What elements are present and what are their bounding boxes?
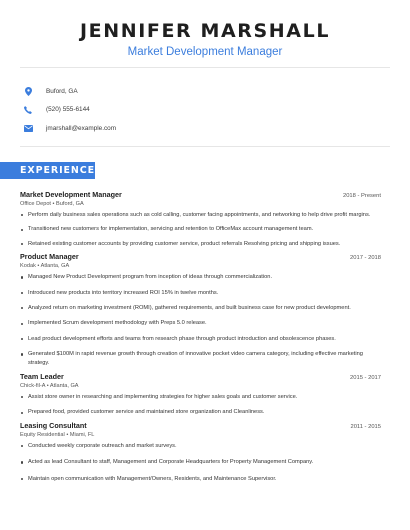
header-divider bbox=[20, 67, 390, 68]
contact-divider bbox=[20, 146, 390, 147]
job-company: Equity Residential • Miami, FL bbox=[20, 431, 95, 438]
contact-email bbox=[20, 119, 116, 138]
job-bullet: Assist store owner in researching and implementing strategies for higher sales goals and customer service. bbox=[20, 393, 381, 401]
job-entry bbox=[20, 252, 381, 367]
mail-icon bbox=[23, 123, 33, 133]
job-role: Team Leader bbox=[20, 372, 64, 382]
job-bullet: Acted as lead Consultant to staff, Management and Corporate Headquarters for Property Management Company. bbox=[20, 458, 381, 466]
job-header bbox=[20, 372, 381, 381]
job-bullet: Managed New Product Development program from inception of ideas through commercialization. bbox=[20, 273, 381, 281]
job-entry bbox=[20, 190, 381, 248]
phone-icon bbox=[23, 105, 33, 115]
job-bullet: Generated $100M in rapid revenue growth through creation of innovative pocket video camera category, including effective marketing strategy. bbox=[20, 350, 381, 367]
job-bullets bbox=[20, 442, 381, 483]
job-bullet: Analyzed return on marketing investment (ROMI), gathered requirements, and built business case for new product development. bbox=[20, 304, 381, 312]
job-company: Office Depot • Buford, GA bbox=[20, 201, 84, 207]
job-bullet: Introduced new products into territory increased ROI 15% in twelve months. bbox=[20, 289, 381, 297]
job-bullets bbox=[20, 211, 381, 248]
job-entry bbox=[20, 421, 381, 483]
job-bullets bbox=[20, 273, 381, 367]
contact-location-text: Buford, GA bbox=[46, 87, 78, 95]
job-dates: 2011 - 2015 bbox=[350, 423, 381, 430]
contact-list bbox=[20, 82, 116, 138]
job-header bbox=[20, 421, 381, 430]
job-role: Market Development Manager bbox=[20, 190, 122, 199]
job-dates: 2015 - 2017 bbox=[350, 375, 381, 382]
contact-phone bbox=[20, 101, 116, 120]
location-pin-icon bbox=[23, 86, 33, 96]
job-dates: 2018 - Present bbox=[342, 193, 381, 199]
job-bullet: Conducted weekly corporate outreach and market surveys. bbox=[20, 442, 381, 450]
job-bullet: Perform daily business sales operations such as cold calling, customer facing appointments, and networking to help drive profit margins. bbox=[20, 211, 381, 219]
job-bullets bbox=[20, 393, 381, 417]
job-bullet: Retained existing customer accounts by providing customer service, product referrals Resolving pricing and shipping issues. bbox=[20, 240, 381, 248]
candidate-title: Market Development Manager bbox=[127, 46, 283, 58]
job-bullet: Prepared food, provided customer service and maintained store organization and Cleanliness. bbox=[20, 408, 381, 416]
contact-location bbox=[20, 82, 116, 101]
job-bullet: Maintain open communication with Management/Owners, Residents, and Maintenance Supervisor. bbox=[20, 475, 381, 483]
experience-list bbox=[20, 190, 381, 483]
job-bullet: Lead product development efforts and teams from research phase through product introduction and obsolescence phases. bbox=[20, 335, 381, 343]
experience-section-heading bbox=[0, 162, 95, 179]
resume-header bbox=[0, 0, 410, 59]
job-role: Product Manager bbox=[20, 252, 79, 262]
contact-email-text: jmarshall@example.com bbox=[46, 124, 117, 132]
job-header bbox=[20, 252, 381, 261]
job-company: Kodak • Atlanta, GA bbox=[20, 263, 70, 270]
experience-heading-label: EXPERIENCE bbox=[20, 165, 96, 176]
contact-phone-text: (520) 555-6144 bbox=[46, 106, 90, 114]
candidate-name: JENNIFER MARSHALL bbox=[79, 20, 331, 42]
job-bullet: Implemented Scrum development methodology with Preps 5.0 release. bbox=[20, 319, 381, 327]
job-dates: 2017 - 2018 bbox=[350, 255, 381, 262]
job-role: Leasing Consultant bbox=[20, 420, 87, 430]
job-bullet: Transitioned new customers for implementation, servicing and retention to OfficeMax account management team. bbox=[20, 225, 381, 233]
job-header bbox=[20, 190, 381, 199]
job-company: Chick-fil-A • Atlanta, GA bbox=[20, 383, 79, 390]
job-entry bbox=[20, 372, 381, 417]
